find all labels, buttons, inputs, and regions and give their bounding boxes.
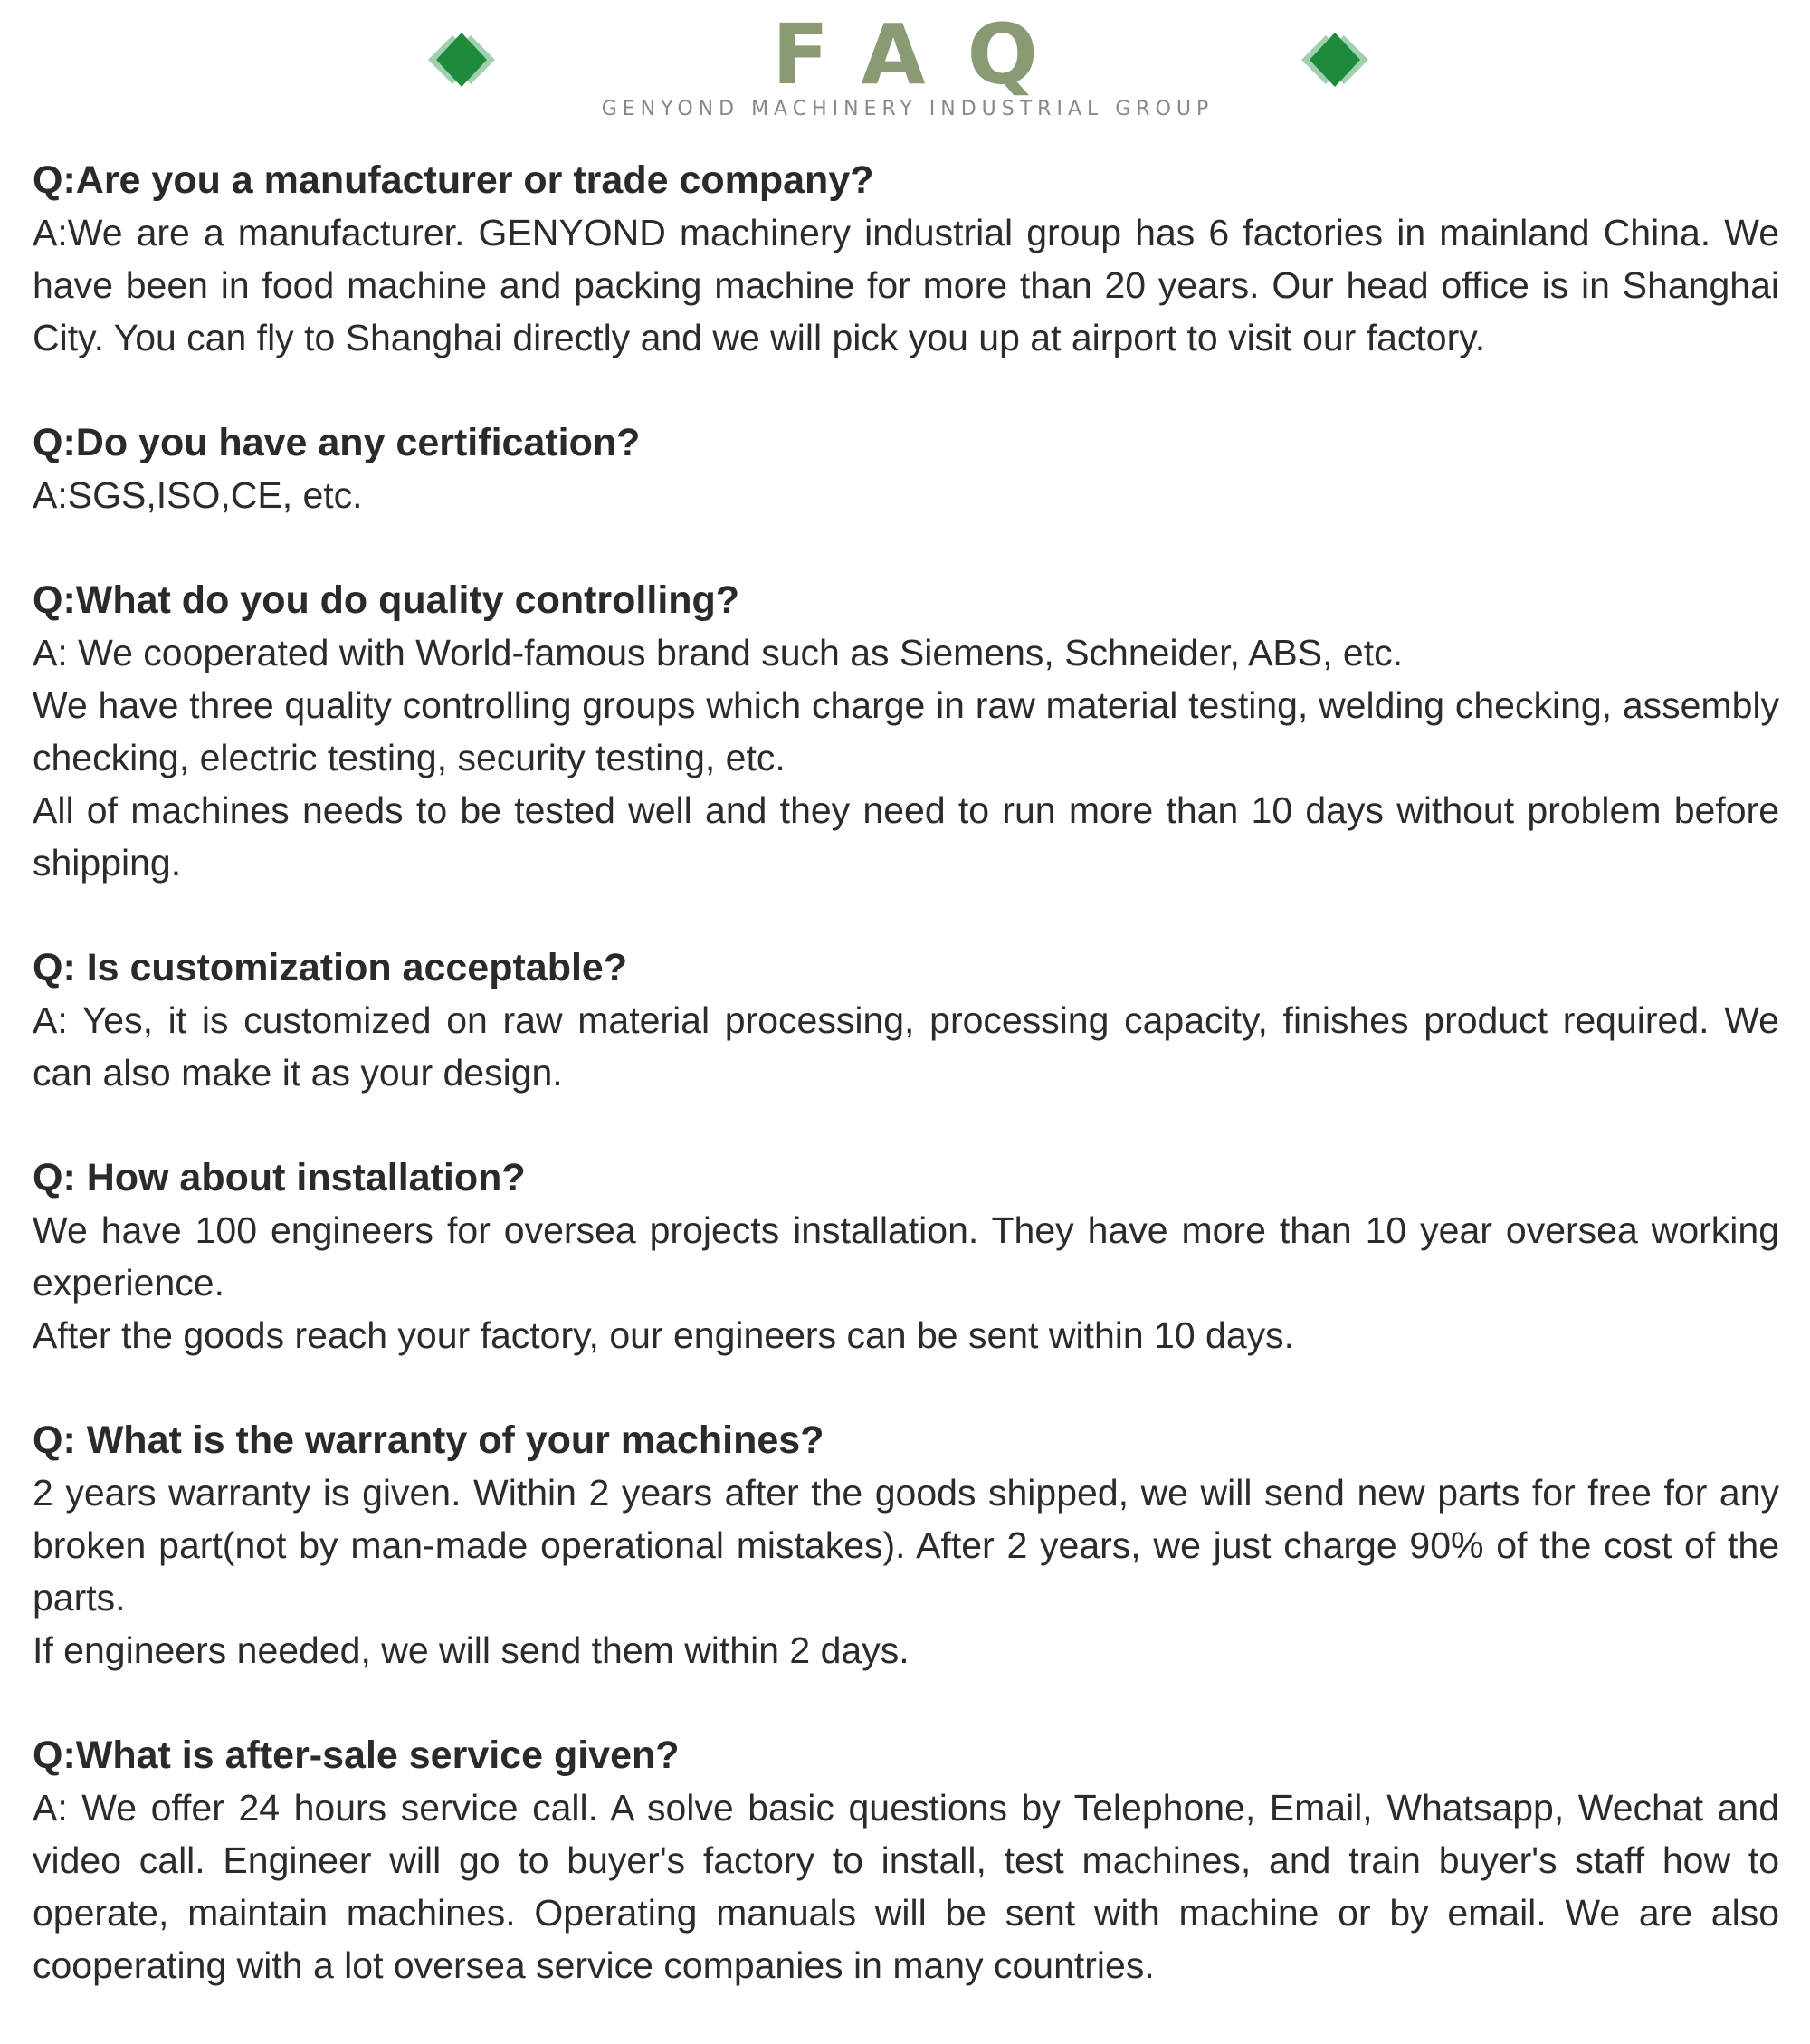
faq-answer: All of machines needs to be tested well and they need to run more than 10 days without problem before shipping. xyxy=(33,789,1779,884)
faq-answer: 2 years warranty is given. Within 2 years after the goods shipped, we will send new parts for free for any broken part(not by man-made operational mistakes). After 2 years, we just charge 90% of the cost of the parts. xyxy=(33,1472,1779,1619)
faq-item-manufacturer xyxy=(33,154,1779,364)
diamond-right-icon xyxy=(1285,24,1385,96)
faq-answer: A: Yes, it is customized on raw material processing, processing capacity, finishes product required. We can also make it as your design. xyxy=(33,999,1779,1094)
faq-item-warranty xyxy=(33,1414,1779,1676)
faq-question: Q:Do you have any certification? xyxy=(33,421,641,464)
faq-question: Q: What is the warranty of your machines? xyxy=(33,1418,824,1462)
faq-answer: A:We are a manufacturer. GENYOND machinery industrial group has 6 factories in mainland China. We have been in food machine and packing machine for more than 20 years. Our head office is in Shanghai City. You can fly to Shanghai directly and we will pick you up at airport to visit our factory. xyxy=(33,212,1779,358)
faq-question: Q:What do you do quality controlling? xyxy=(33,578,740,622)
faq-item-installation xyxy=(33,1151,1779,1361)
faq-question: Q:What is after-sale service given? xyxy=(33,1734,680,1777)
faq-item-customization xyxy=(33,941,1779,1099)
faq-answer: After the goods reach your factory, our engineers can be sent within 10 days. xyxy=(33,1314,1295,1356)
faq-item-quality xyxy=(33,574,1779,889)
faq-answer: We have 100 engineers for oversea projects installation. They have more than 10 year oversea working experience. xyxy=(33,1209,1779,1304)
faq-question: Q: Is customization acceptable? xyxy=(33,946,628,989)
faq-answer: A:SGS,ISO,CE, etc. xyxy=(33,474,363,516)
faq-answer: We have three quality controlling groups which charge in raw material testing, welding checking, assembly checking, electric testing, security testing, etc. xyxy=(33,684,1779,778)
faq-header xyxy=(0,0,1810,136)
faq-item-certification xyxy=(33,416,1779,521)
page-title: FAQ xyxy=(772,6,1080,103)
faq-answer: If engineers needed, we will send them within 2 days. xyxy=(33,1629,910,1671)
faq-item-after-sale xyxy=(33,1729,1779,1991)
faq-question: Q:Are you a manufacturer or trade company? xyxy=(33,158,874,202)
faq-list xyxy=(33,154,1779,2044)
page-subtitle: GENYOND MACHINERY INDUSTRIAL GROUP xyxy=(601,98,1215,120)
faq-answer: A: We offer 24 hours service call. A solve basic questions by Telephone, Email, Whatsapp, Wechat and video call. Engineer will go to buyer's factory to install, test machines, and train buyer's staff how to operate, maintain machines. Operating manuals will be sent with machine or by email. We are also cooperating with a lot oversea service companies in many countries. xyxy=(33,1787,1779,1986)
faq-question: Q: How about installation? xyxy=(33,1156,526,1199)
faq-answer: A: We cooperated with World-famous brand such as Siemens, Schneider, ABS, etc. xyxy=(33,632,1403,673)
